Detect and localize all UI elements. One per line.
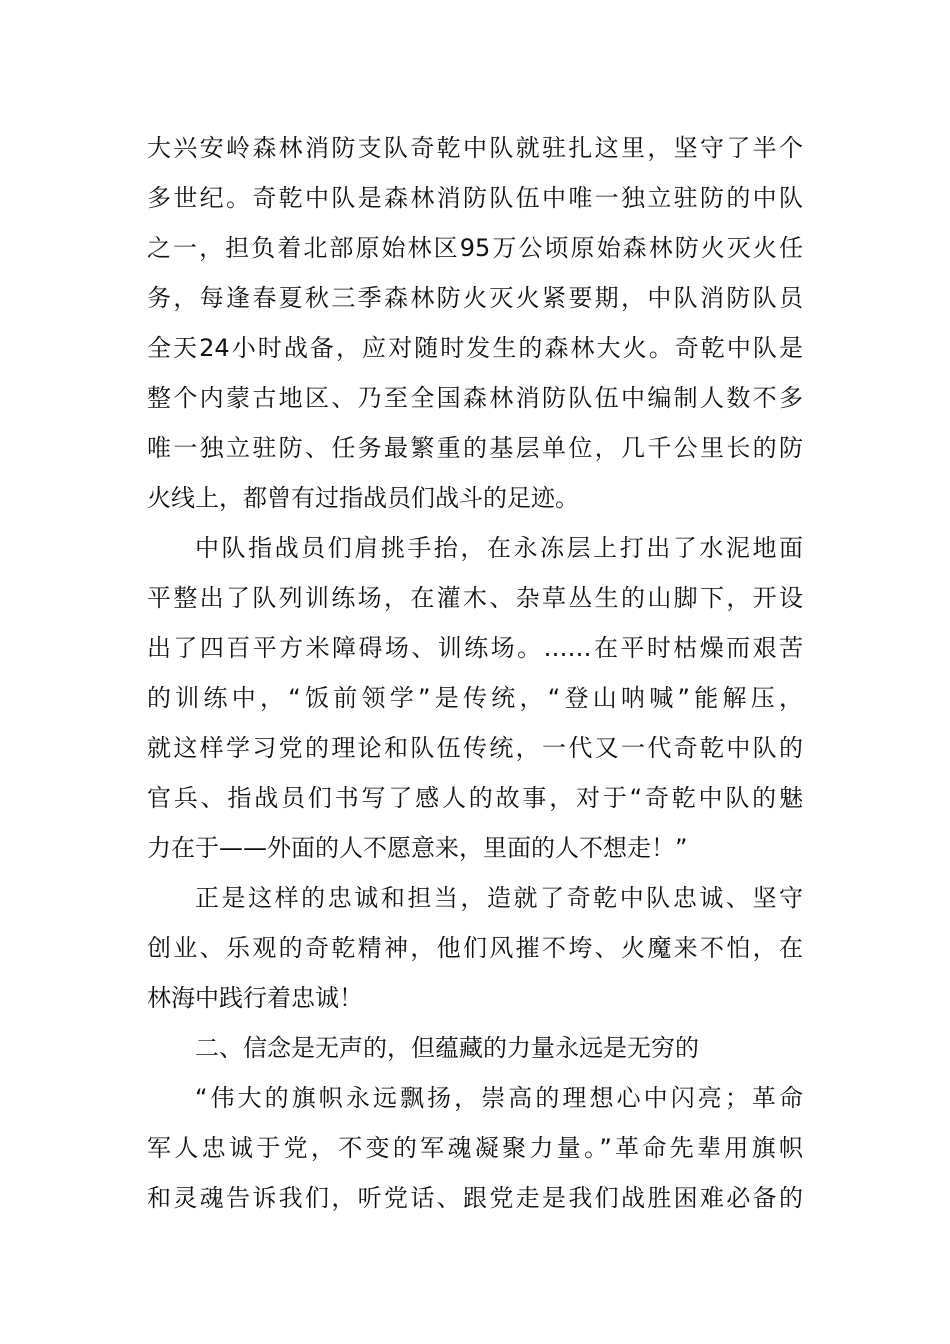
paragraph-1-line-6: 整个内蒙古地区、乃至全国森林消防队伍中编制人数不多 bbox=[147, 384, 803, 412]
paragraph-2-line-2: 平整出了队列训练场，在灌木、杂草丛生的山脚下，开设 bbox=[147, 584, 803, 612]
section-heading: 二、信念是无声的，但蕴藏的力量永远是无穷的 bbox=[195, 1034, 699, 1062]
paragraph-1-line-4: 务，每逢春夏秋三季森林防火灭火紧要期，中队消防队员 bbox=[147, 284, 803, 312]
paragraph-3-line-2: 创业、乐观的奇乾精神，他们风摧不垮、火魔来不怕，在 bbox=[147, 934, 803, 962]
paragraph-2-line-3: 出了四百平方米障碍场、训练场。……在平时枯燥而艰苦 bbox=[147, 634, 803, 662]
paragraph-2-line-5: 就这样学习党的理论和队伍传统，一代又一代奇乾中队的 bbox=[147, 734, 803, 762]
paragraph-1-line-8: 火线上，都曾有过指战员们战斗的足迹。 bbox=[147, 484, 579, 512]
paragraph-1-line-1: 大兴安岭森林消防支队奇乾中队就驻扎这里，坚守了半个 bbox=[147, 134, 803, 162]
paragraph-1-line-2: 多世纪。奇乾中队是森林消防队伍中唯一独立驻防的中队 bbox=[147, 184, 803, 212]
paragraph-3-line-3: 林海中践行着忠诚！ bbox=[147, 984, 363, 1012]
paragraph-4-line-1: “伟大的旗帜永远飘扬，崇高的理想心中闪亮；革命 bbox=[195, 1084, 803, 1112]
paragraph-4-line-3: 和灵魂告诉我们，听党话、跟党走是我们战胜困难必备的 bbox=[147, 1184, 803, 1212]
paragraph-3-line-1: 正是这样的忠诚和担当，造就了奇乾中队忠诚、坚守 bbox=[195, 884, 803, 912]
paragraph-2-line-7: 力在于——外面的人不愿意来，里面的人不想走！” bbox=[147, 834, 688, 862]
paragraph-1-line-3: 之一，担负着北部原始林区95万公顷原始森林防火灭火任 bbox=[147, 234, 803, 262]
paragraph-2-line-6: 官兵、指战员们书写了感人的故事，对于“奇乾中队的魅 bbox=[147, 784, 803, 812]
paragraph-2-line-1: 中队指战员们肩挑手抬，在永冻层上打出了水泥地面 bbox=[195, 534, 803, 562]
paragraph-1-line-5: 全天24小时战备，应对随时发生的森林大火。奇乾中队是 bbox=[147, 334, 803, 362]
paragraph-2-line-4: 的训练中，“饭前领学”是传统，“登山呐喊”能解压， bbox=[147, 684, 803, 712]
paragraph-1-line-7: 唯一独立驻防、任务最繁重的基层单位，几千公里长的防 bbox=[147, 434, 803, 462]
paragraph-4-line-2: 军人忠诚于党，不变的军魂凝聚力量。”革命先辈用旗帜 bbox=[147, 1134, 803, 1162]
